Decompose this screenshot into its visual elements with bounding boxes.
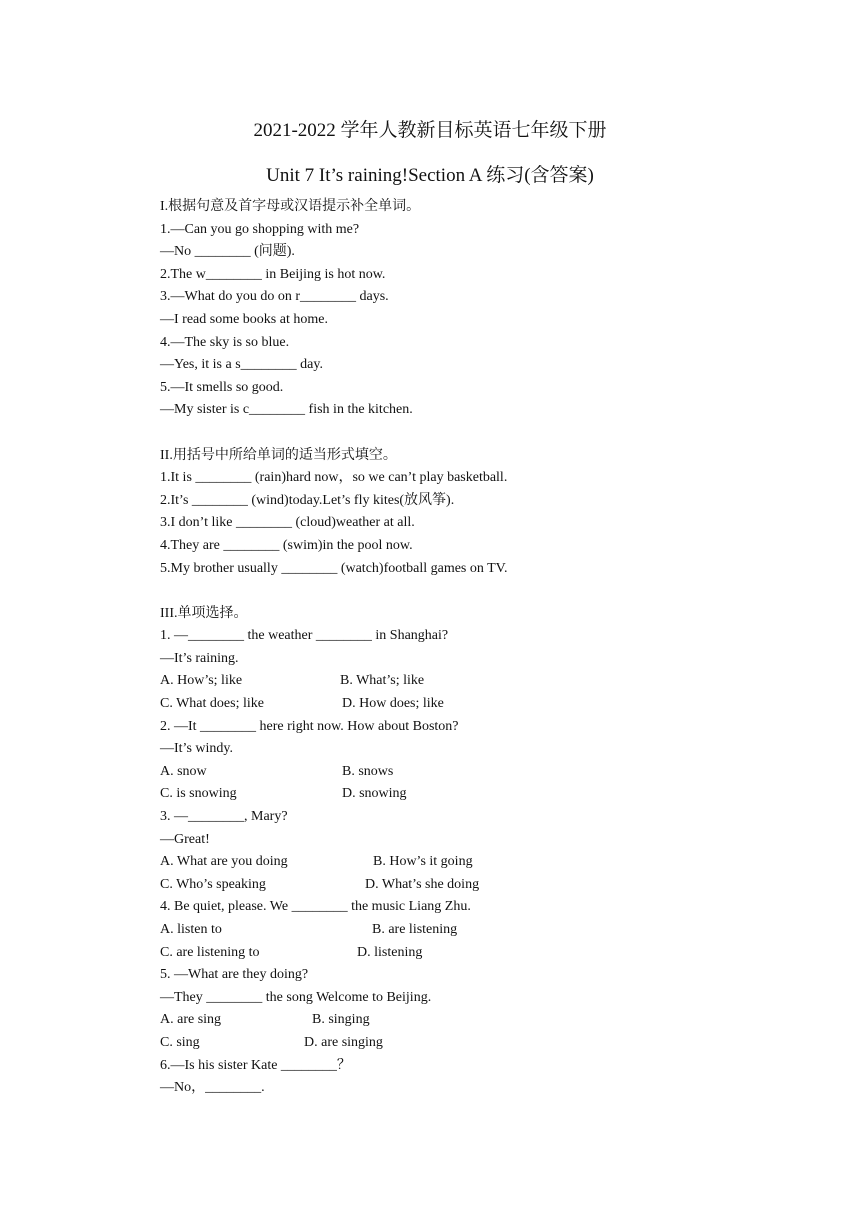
- question-stem: 5. —What are they doing?: [160, 967, 309, 983]
- option-d: D. are singing: [304, 1034, 383, 1050]
- question-stem: 3. —________, Mary?: [160, 809, 288, 825]
- options-row: [160, 783, 800, 806]
- question-line: 5.My brother usually ________ (watch)football games on TV.: [160, 560, 508, 576]
- option-c: C. sing: [160, 1034, 200, 1050]
- option-c: C. Who’s speaking: [160, 876, 266, 892]
- question-line: —I read some books at home.: [160, 311, 328, 327]
- option-d: D. How does; like: [342, 696, 444, 712]
- question-line: 4.—The sky is so blue.: [160, 334, 290, 350]
- question-line: 5.—It smells so good.: [160, 379, 284, 395]
- option-a: A. listen to: [160, 922, 222, 937]
- options-row: [160, 942, 800, 965]
- options-row: [160, 761, 800, 784]
- section-gap: [160, 422, 800, 445]
- answer-line: —No，________.: [160, 1080, 265, 1096]
- question-stem: 1. —________ the weather ________ in Shanghai?: [160, 628, 449, 644]
- question-line: 3.I don’t like ________ (cloud)weather at all.: [160, 515, 415, 531]
- options-row: [160, 851, 800, 874]
- option-a: A. are sing: [160, 1012, 222, 1028]
- question-line: 4.They are ________ (swim)in the pool now.: [160, 537, 413, 553]
- options-row: [160, 1032, 800, 1055]
- option-c: C. are listening to: [160, 944, 260, 960]
- section-gap: [160, 580, 800, 603]
- document-subtitle: Unit 7 It’s raining!Section A 练习(含答案): [266, 165, 594, 186]
- option-d: D. listening: [357, 944, 423, 960]
- question-stem: 6.—Is his sister Kate ________？: [160, 1057, 351, 1073]
- document-title: 2021-2022 学年人教新目标英语七年级下册: [253, 120, 607, 141]
- answer-line: —They ________ the song Welcome to Beijing.: [160, 989, 432, 1005]
- option-c: C. is snowing: [160, 786, 237, 802]
- option-b: B. are listening: [372, 922, 458, 937]
- exercise-content: [160, 196, 800, 1100]
- options-row: [160, 919, 800, 942]
- option-b: B. snows: [342, 763, 394, 779]
- option-a: A. snow: [160, 763, 207, 779]
- question-stem: 4. Be quiet, please. We ________ the music Liang Zhu.: [160, 899, 471, 915]
- question-line: —Yes, it is a s________ day.: [160, 357, 323, 373]
- options-row: [160, 670, 800, 693]
- option-d: D. snowing: [342, 786, 407, 802]
- option-b: B. What’s; like: [340, 673, 425, 689]
- option-b: B. How’s it going: [373, 854, 473, 870]
- question-line: 2.The w________ in Beijing is hot now.: [160, 266, 386, 282]
- question-line: 1.—Can you go shopping with me?: [160, 221, 360, 237]
- option-a: A. What are you doing: [160, 854, 288, 870]
- question-line: —My sister is c________ fish in the kitchen.: [160, 402, 413, 418]
- answer-line: —It’s windy.: [160, 741, 233, 757]
- question-line: 3.—What do you do on r________ days.: [160, 289, 389, 305]
- options-row: [160, 1009, 800, 1032]
- options-row: [160, 874, 800, 897]
- option-c: C. What does; like: [160, 696, 264, 712]
- answer-line: —It’s raining.: [160, 650, 239, 666]
- answer-line: —Great!: [160, 831, 210, 847]
- option-a: A. How’s; like: [160, 673, 243, 689]
- question-line: 1.It is ________ (rain)hard now，so we can’t play basketball.: [160, 470, 508, 486]
- question-line: 2.It’s ________ (wind)today.Let’s fly kites(放风筝).: [160, 492, 455, 508]
- section-2-heading: II.用括号中所给单词的适当形式填空。: [160, 447, 397, 463]
- option-d: D. What’s she doing: [365, 876, 480, 892]
- question-line: —No ________ (问题).: [160, 244, 295, 260]
- options-row: [160, 693, 800, 716]
- question-stem: 2. —It ________ here right now. How about Boston?: [160, 718, 459, 734]
- section-3-heading: III.单项选择。: [160, 605, 248, 621]
- option-b: B. singing: [312, 1012, 370, 1028]
- section-1-heading: I.根据句意及首字母或汉语提示补全单词。: [160, 199, 421, 214]
